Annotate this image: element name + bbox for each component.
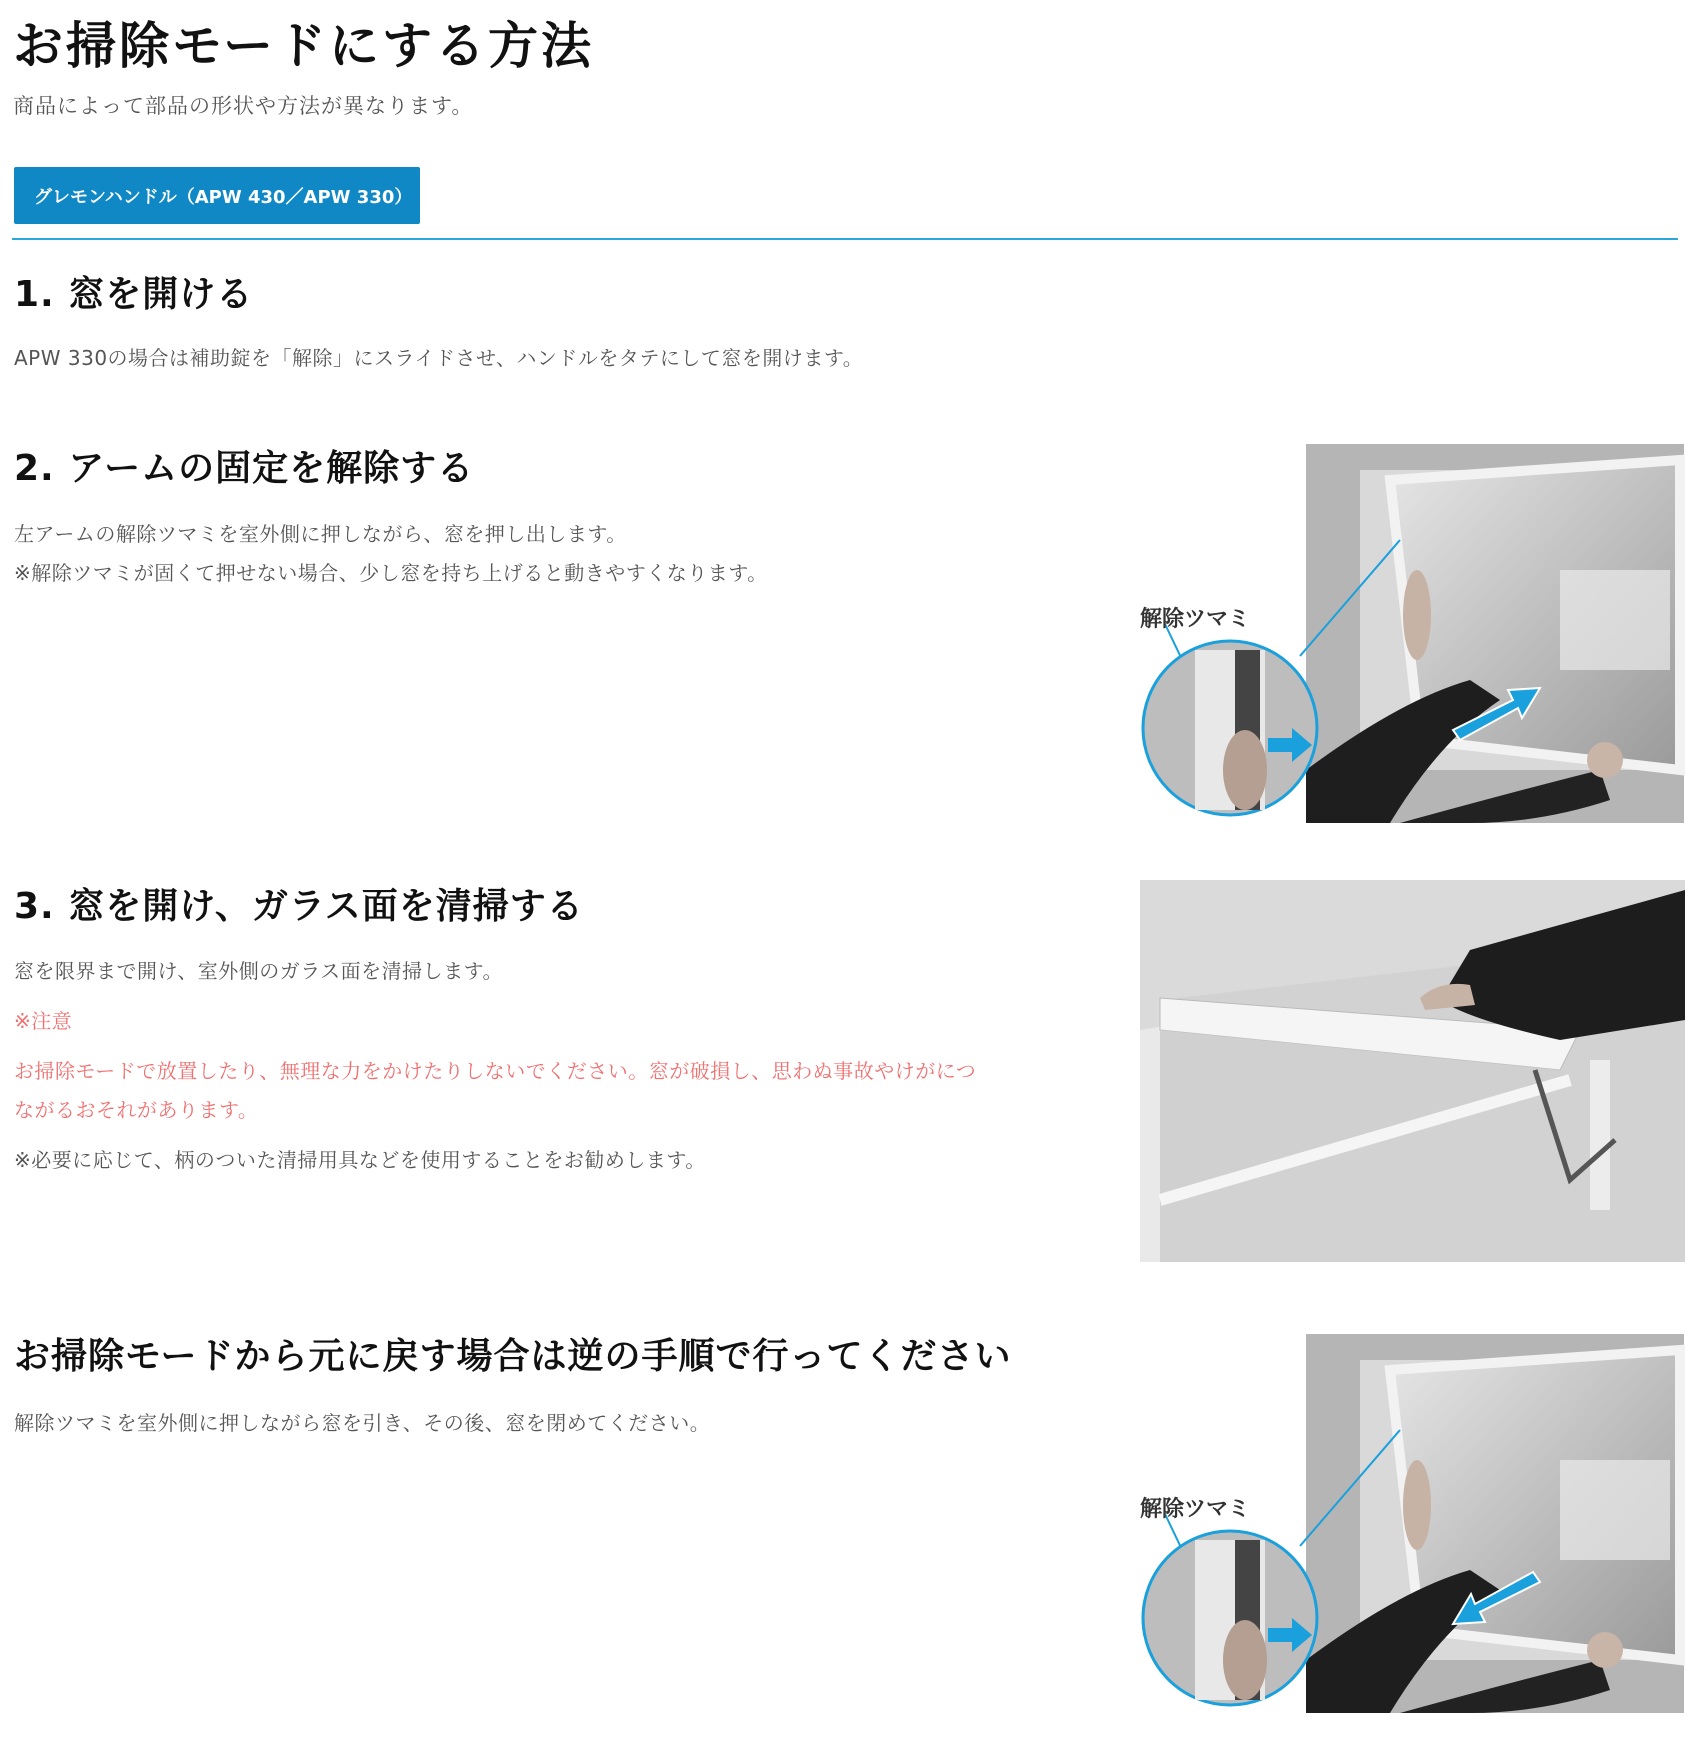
step2-illustration — [1140, 440, 1685, 825]
knob-label: 解除ツマミ — [1140, 1497, 1251, 1522]
step1-text: APW 330の場合は補助錠を「解除」にスライドさせ、ハンドルをタテにして窓を開けます。 — [14, 346, 864, 370]
arrow-diagonal-up-icon — [1453, 688, 1540, 740]
step3-illustration — [1140, 880, 1685, 1262]
step3-text: 窓を限界まで開け、室外側のガラス面を清掃します。 — [14, 959, 503, 983]
step2-heading: 2. アームの固定を解除する — [14, 448, 475, 489]
step3-note: ※必要に応じて、柄のついた清掃用具などを使用することをお勧めします。 — [14, 1148, 706, 1172]
step4-heading: お掃除モードから元に戻す場合は逆の手順で行ってください — [14, 1336, 1012, 1377]
step1-heading: 1. 窓を開ける — [14, 274, 254, 315]
page-subtitle: 商品によって部品の形状や方法が異なります。 — [13, 94, 474, 118]
step2-text-2: ※解除ツマミが固くて押せない場合、少し窓を持ち上げると動きやすくなります。 — [14, 561, 768, 585]
knob-label: 解除ツマミ — [1140, 607, 1251, 632]
warning-text-1: お掃除モードで放置したり、無理な力をかけたりしないでください。窓が破損し、思わぬ事故やけがにつ — [14, 1059, 977, 1083]
divider — [12, 238, 1678, 240]
arrow-diagonal-down-icon — [1453, 1572, 1540, 1624]
step2-text-1: 左アームの解除ツマミを室外側に押しながら、窓を押し出します。 — [14, 522, 627, 546]
step4-text: 解除ツマミを室外側に押しながら窓を引き、その後、窓を閉めてください。 — [14, 1411, 711, 1435]
warning-text-2: ながるおそれがあります。 — [14, 1098, 259, 1122]
step4-illustration — [1140, 1330, 1685, 1715]
page-title: お掃除モードにする方法 — [13, 17, 594, 75]
warning-title: ※注意 — [14, 1009, 73, 1033]
step3-heading: 3. 窓を開け、ガラス面を清掃する — [14, 886, 584, 927]
product-tab-button[interactable]: グレモンハンドル（APW 430／APW 330） — [14, 167, 420, 224]
